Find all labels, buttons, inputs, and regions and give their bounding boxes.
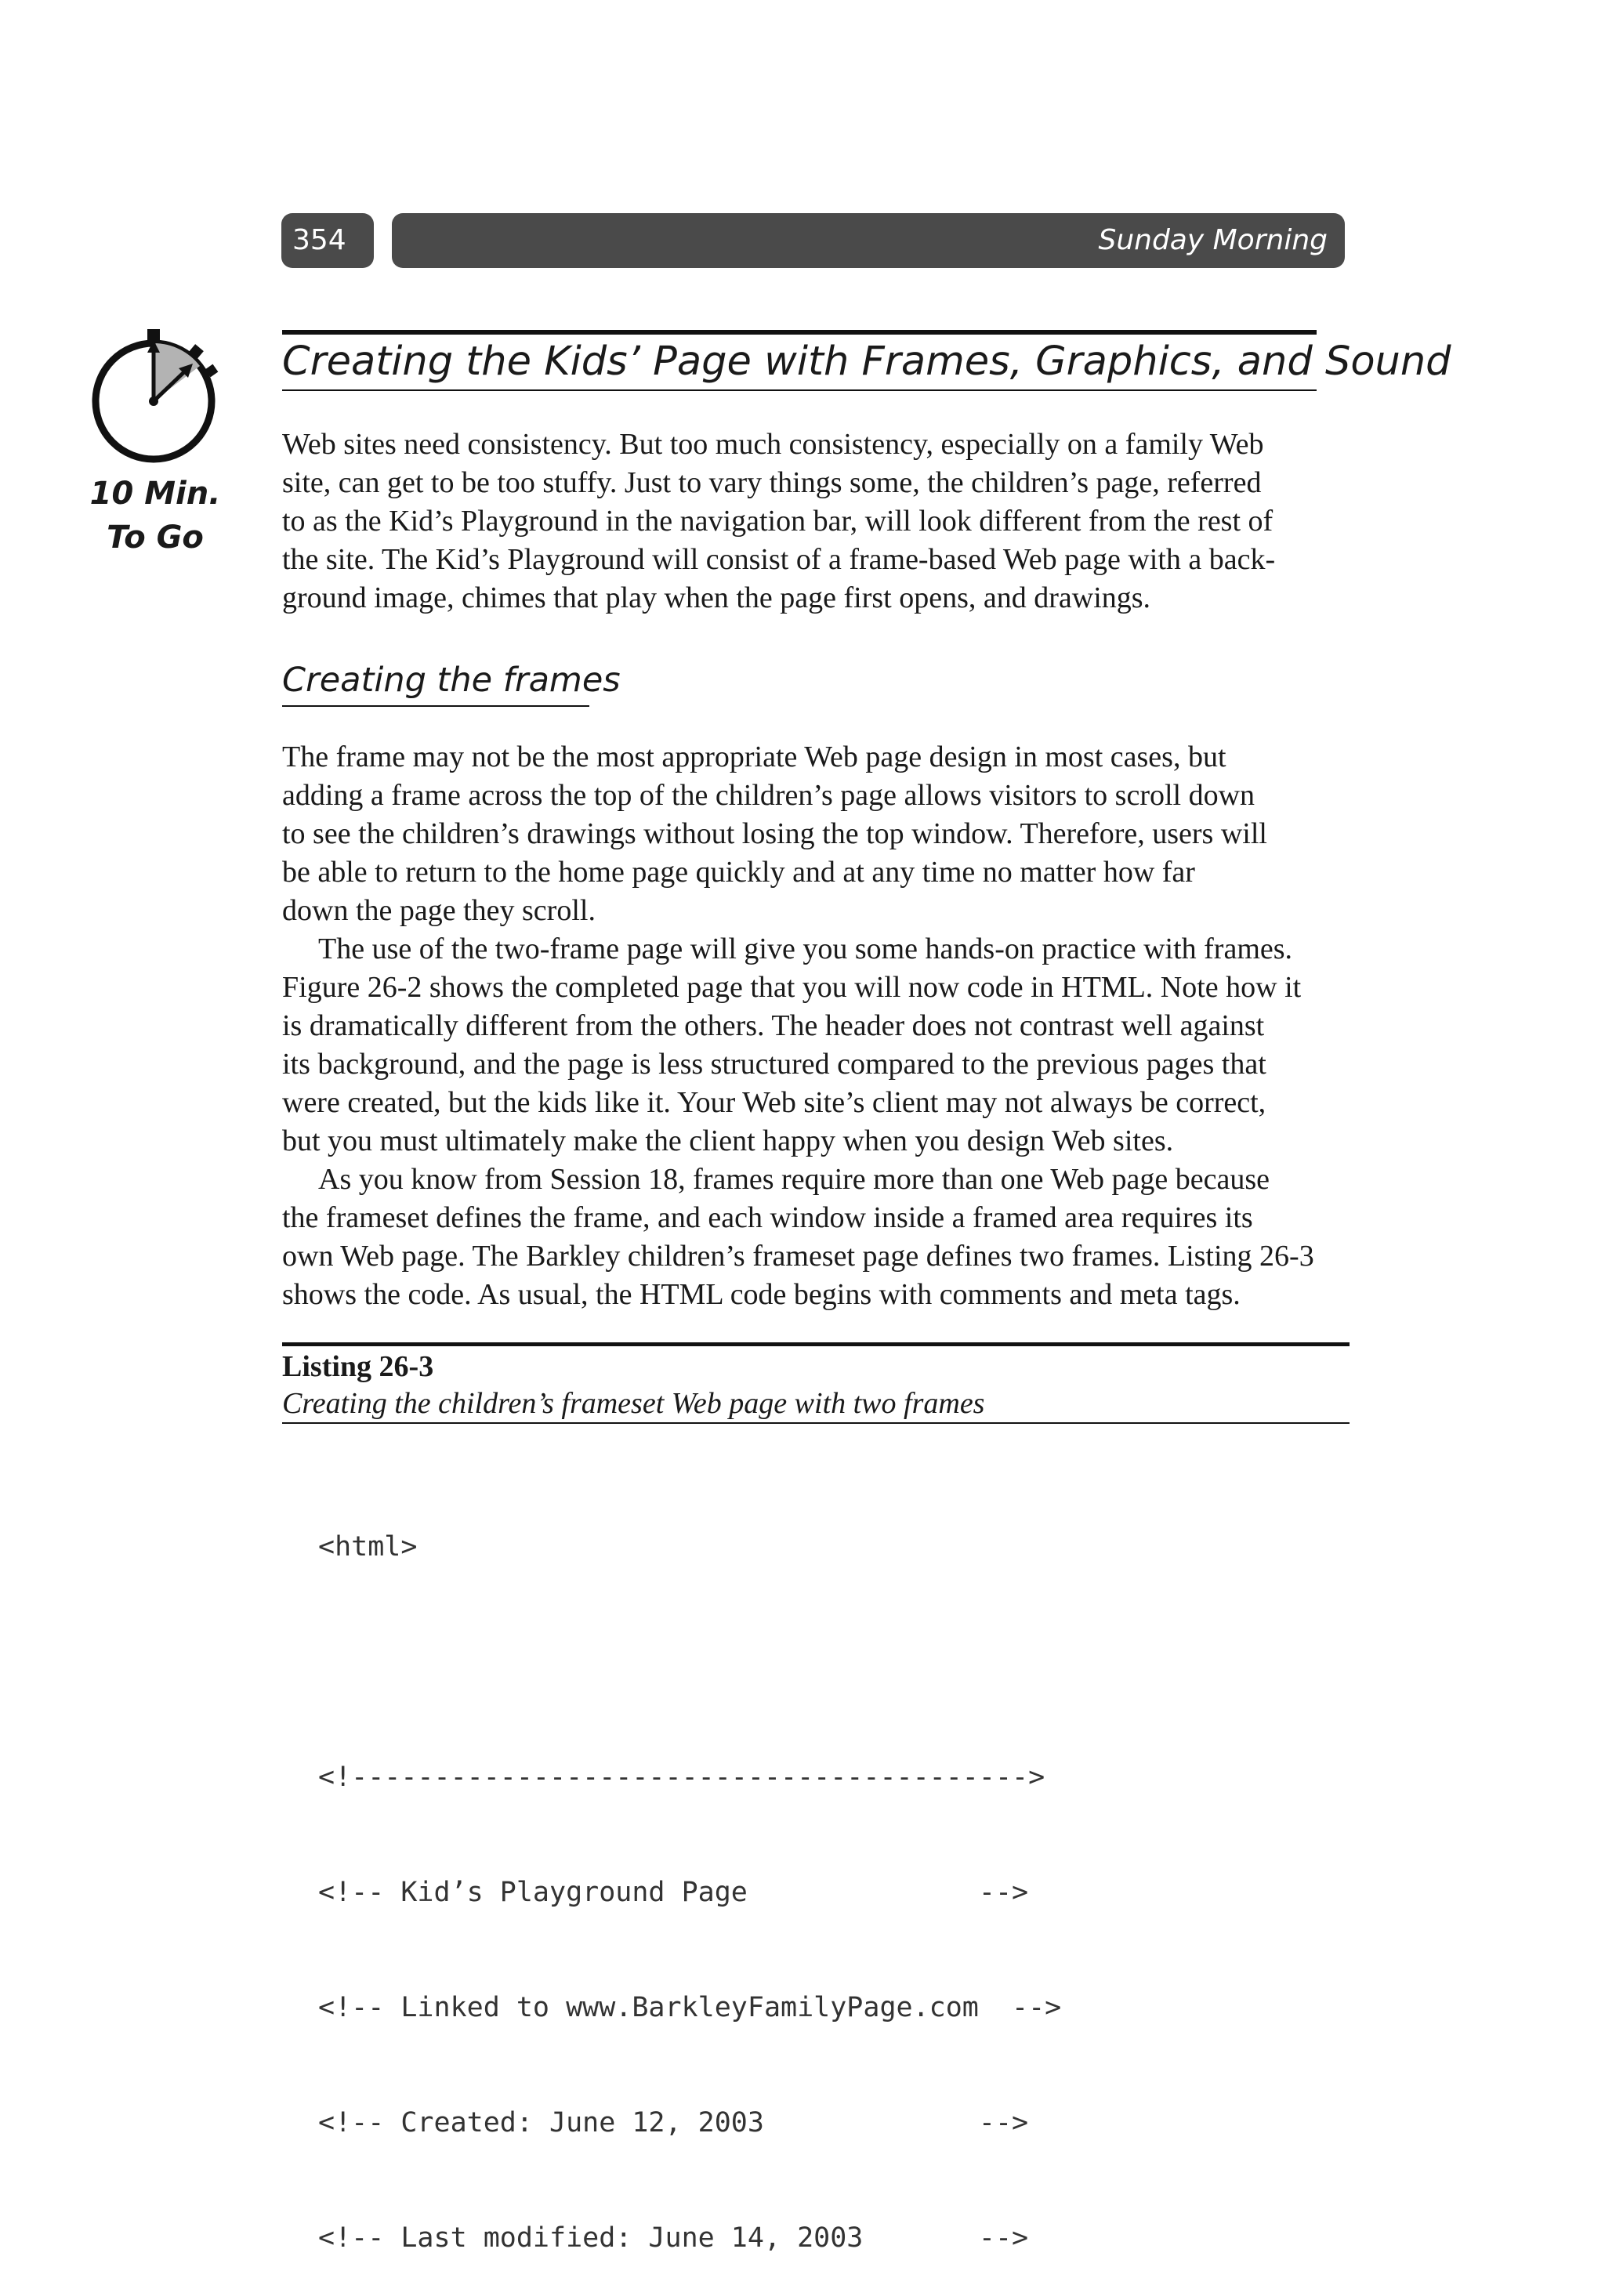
timer-line-1: 10 Min. [89,476,221,512]
listing-number: Listing 26-3 [282,1350,434,1383]
intro-paragraph [282,426,1350,617]
body-text [282,738,1350,1314]
text-line: its background, and the page is less structured compared to the previous pages that [282,1048,1266,1081]
code-line: <!-- Linked to www.BarkleyFamilyPage.com --> [318,1992,1062,2023]
code-line: <!-----------------------------------------> [318,1762,1045,1793]
text-line: site, can get to be too stuffy. Just to vary things some, the children’s page, referred [282,466,1262,499]
running-header: Sunday Morning [392,213,1345,268]
text-line: to as the Kid’s Playground in the navigation bar, will look different from the rest of [282,505,1273,538]
page-number: 354 [281,213,374,268]
text-line: Figure 26-2 shows the completed page that you will now code in HTML. Note how it [282,971,1302,1004]
listing-caption: Creating the children’s frameset Web page with two frames [282,1387,985,1420]
listing-rule-top [282,1342,1350,1346]
text-line: were created, but the kids like it. Your Web site’s client may not always be correct, [282,1086,1266,1119]
heading-rule-top [282,330,1317,335]
text-line: own Web page. The Barkley children’s frameset page defines two frames. Listing 26-3 [282,1240,1314,1273]
text-line: shows the code. As usual, the HTML code begins with comments and meta tags. [282,1278,1241,1311]
text-line: the site. The Kid’s Playground will consist of a frame-based Web page with a back- [282,543,1276,576]
code-line: <!-- Kid’s Playground Page --> [318,1877,1029,1908]
text-line: The use of the two-frame page will give you some hands-on practice with frames. [318,933,1293,965]
text-line: ground image, chimes that play when the page first opens, and drawings. [282,581,1151,614]
code-line: <!-- Created: June 12, 2003 --> [318,2107,1029,2138]
text-line: be able to return to the home page quickly and at any time no matter how far [282,856,1195,889]
text-line: The frame may not be the most appropriate Web page design in most cases, but [282,741,1226,773]
heading-rule-bottom [282,389,1317,391]
text-line: adding a frame across the top of the children’s page allows visitors to scroll down [282,779,1255,812]
stopwatch-icon [85,323,226,464]
listing-rule-bottom [282,1422,1350,1424]
code-listing [318,1451,1061,2296]
text-line: is dramatically different from the others. The header does not contrast well against [282,1009,1265,1042]
code-line: <html> [318,1531,418,1563]
subsection-rule [282,705,589,707]
code-line: <!-- Last modified: June 14, 2003 --> [318,2222,1029,2254]
text-line: As you know from Session 18, frames require more than one Web page because [318,1163,1270,1196]
text-line: Web sites need consistency. But too much consistency, especially on a family Web [282,428,1264,461]
text-line: to see the children’s drawings without losing the top window. Therefore, users will [282,817,1267,850]
text-line: but you must ultimately make the client happy when you design Web sites. [282,1124,1174,1157]
timer-label [78,472,232,560]
timer-line-2: To Go [107,520,204,556]
subsection-title: Creating the frames [282,661,621,700]
text-line: down the page they scroll. [282,894,596,927]
text-line: the frameset defines the frame, and each window inside a framed area requires its [282,1201,1253,1234]
code-line [318,1643,1061,1682]
section-title: Creating the Kids’ Page with Frames, Graphics, and Sound [282,339,1451,385]
